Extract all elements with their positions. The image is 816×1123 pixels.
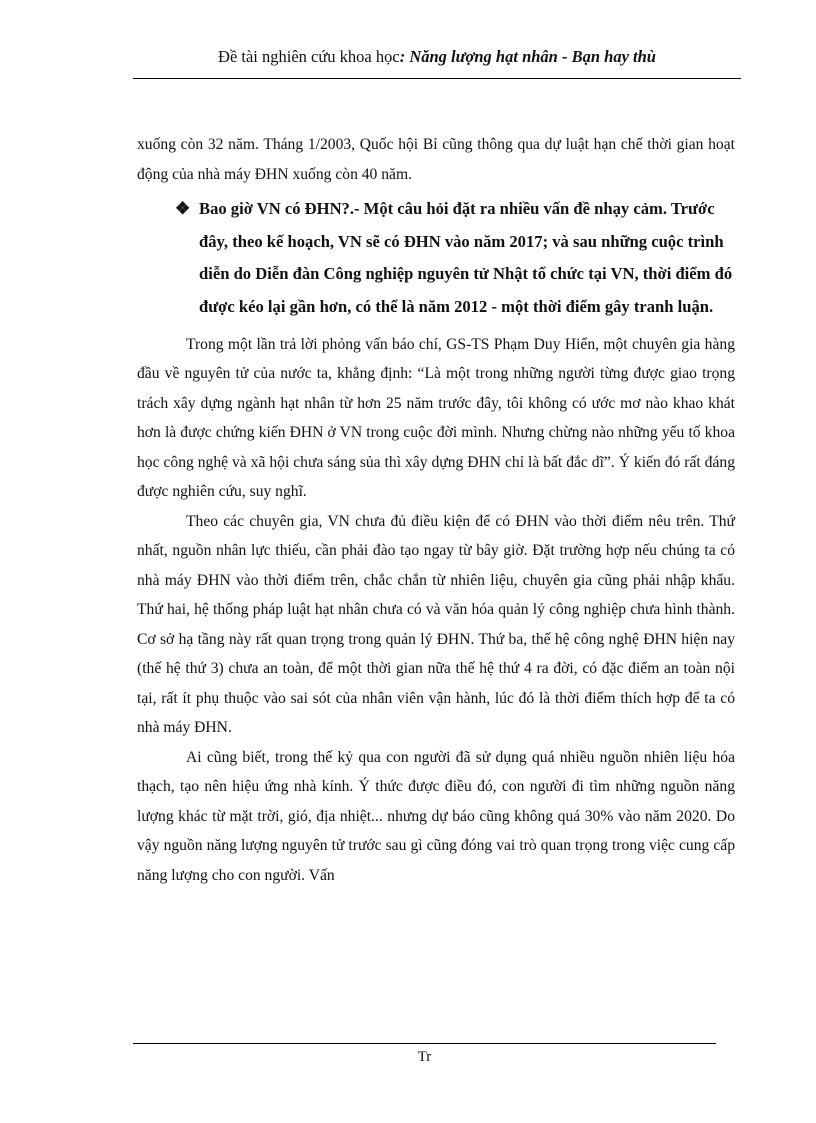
diamond-bullet-icon: ❖ [175,199,191,218]
paragraph-conditions: Theo các chuyên gia, VN chưa đủ điều kiện để có ĐHN vào thời điểm nêu trên. Thứ nhất, nguồn nhân lực thiếu, cần phải đào tạo ngay từ bây giờ. Đặt trường hợp nếu chúng ta có nhà máy ĐHN vào thời điểm trên, chắc chắn từ nhiên liệu, chuyên gia cũng phải nhập khẩu. Thứ hai, hệ thống pháp luật hạt nhân chưa có và văn hóa quản lý công nghiệp chưa hình thành. Cơ sở hạ tầng này rất quan trọng trong quản lý ĐHN. Thứ ba, thế hệ công nghệ ĐHN hiện nay (thế hệ thứ 3) chưa an toàn, để một thời gian nữa thế hệ thứ 4 ra đời, có đặc điểm an toàn nội tại, rất ít phụ thuộc vào sai sót của nhân viên vận hành, lúc đó là thời điểm thích hợp để ta có nhà máy ĐHN. [137,512,735,737]
bullet-item [137,193,735,324]
paragraph-interview: Trong một lần trả lời phỏng vấn báo chí, GS-TS Phạm Duy Hiển, một chuyên gia hàng đầu về nguyên tử của nước ta, khẳng định: “Là một trong những người từng được giao trọng trách xây dựng ngành hạt nhân từ hơn 25 năm trước đây, tôi không có ước mơ nào khao khát hơn là được chứng kiến ĐHN ở VN trong cuộc đời mình. Nhưng chừng nào những yếu tố khoa học công nghệ và xã hội chưa sáng sủa thì xây dựng ĐHN chỉ là bất đắc dĩ”. Ý kiến đó rất đáng được nghiên cứu, suy nghĩ. [137,335,735,501]
footer-divider [133,1043,716,1044]
bullet-text: Bao giờ VN có ĐHN?.- Một câu hỏi đặt ra nhiều vấn đề nhạy cảm. Trước đây, theo kế hoạch, VN sẽ có ĐHN vào năm 2017; và sau những cuộc trình diễn do Diễn đàn Công nghiệp nguyên tử Nhật tổ chức tại VN, thời điểm đó được kéo lại gần hơn, có thể là năm 2012 - một thời điểm gây tranh luận. [199,199,733,317]
paragraph-energy: Ai cũng biết, trong thế kỷ qua con người đã sử dụng quá nhiều nguồn nhiên liệu hóa thạch, tạo nên hiệu ứng nhà kính. Ý thức được điều đó, con người đi tìm những nguồn năng lượng khác từ mặt trời, gió, địa nhiệt... nhưng dự báo cũng không quá 30% vào năm 2020. Do vậy nguồn năng lượng nguyên tử trước sau gì cũng đóng vai trò quan trọng trong việc cung cấp năng lượng cho con người. Vấn [137,748,735,884]
header-prefix: Đề tài nghiên cứu khoa học [218,47,400,66]
header-title: : Năng lượng hạt nhân - Bạn hay thù [399,47,656,66]
page-header [133,46,741,68]
page-footer: Tr [417,1049,432,1065]
paragraph-continuation: xuống còn 32 năm. Tháng 1/2003, Quốc hội Bỉ cũng thông qua dự luật hạn chế thời gian hoạt động của nhà máy ĐHN xuống còn 40 năm. [137,136,735,183]
document-body [137,130,735,890]
header-divider [133,78,741,79]
